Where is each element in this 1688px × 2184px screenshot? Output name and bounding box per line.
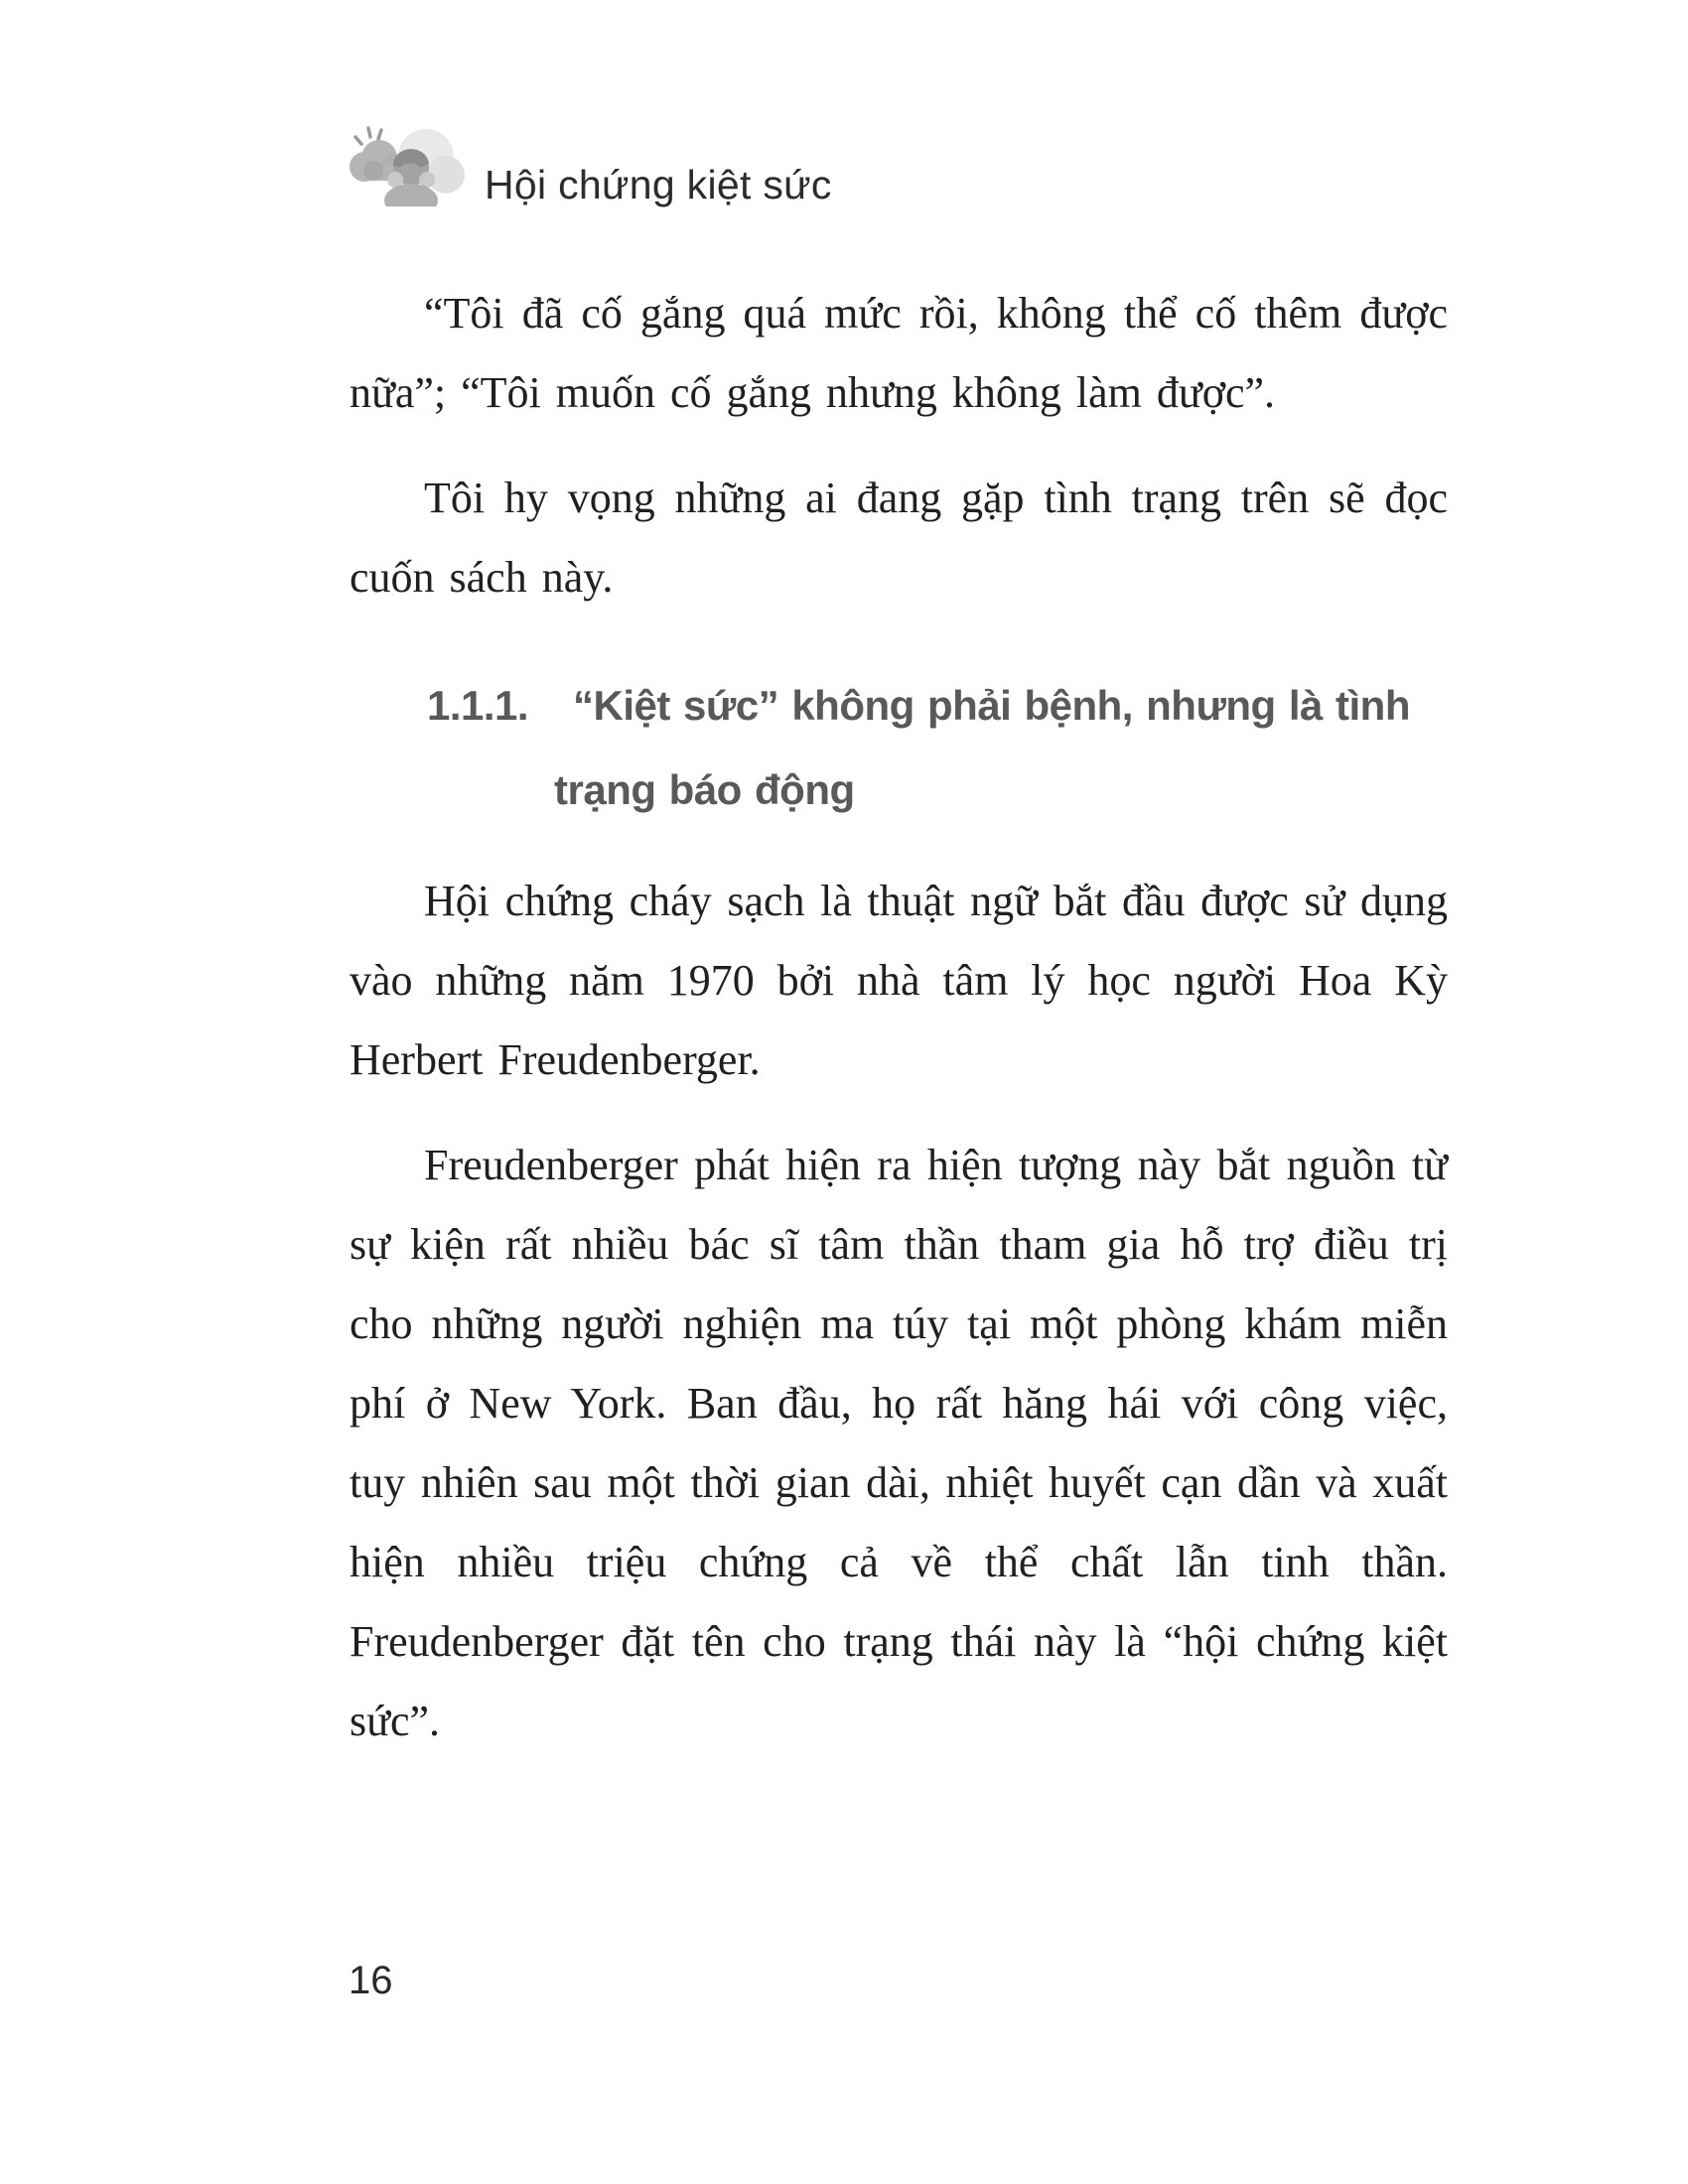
page-number: 16	[349, 1959, 393, 2002]
section-heading-title: “Kiệt sức” không phải bệnh, nhưng là tình trạng báo động	[554, 682, 1410, 813]
section-heading	[350, 663, 1448, 832]
paragraph-freudenberger: Freudenberger phát hiện ra hiện tượng này bắt nguồn từ sự kiện rất nhiều bác sĩ tâm thần tham gia hỗ trợ điều trị cho những người nghiện ma túy tại một phòng khám miễn phí ở New York. Ban đầu, họ rất hăng hái với công việc, tuy nhiên sau một thời gian dài, nhiệt huyết cạn dần và xuất hiện nhiều triệu chứng cả về thể chất lẫn tinh thần. Freudenberger đặt tên cho trạng thái này là “hội chứng kiệt sức”.	[350, 1141, 1448, 1745]
stressed-person-cloud-icon	[334, 121, 473, 211]
page-content	[350, 274, 1448, 1787]
running-header	[334, 121, 832, 211]
paragraph-burnout-term: Hội chứng cháy sạch là thuật ngữ bắt đầu được sử dụng vào những năm 1970 bởi nhà tâm lý học người Hoa Kỳ Herbert Freudenberger.	[350, 877, 1448, 1084]
section-heading-number: 1.1.1.	[427, 682, 529, 729]
paragraph-quote-1: “Tôi đã cố gắng quá mức rồi, không thể cố thêm được nữa”; “Tôi muốn cố gắng nhưng không làm được”.	[350, 289, 1448, 417]
running-header-title: Hội chứng kiệt sức	[485, 162, 832, 207]
paragraph-hope: Tôi hy vọng những ai đang gặp tình trạng trên sẽ đọc cuốn sách này.	[350, 474, 1448, 602]
